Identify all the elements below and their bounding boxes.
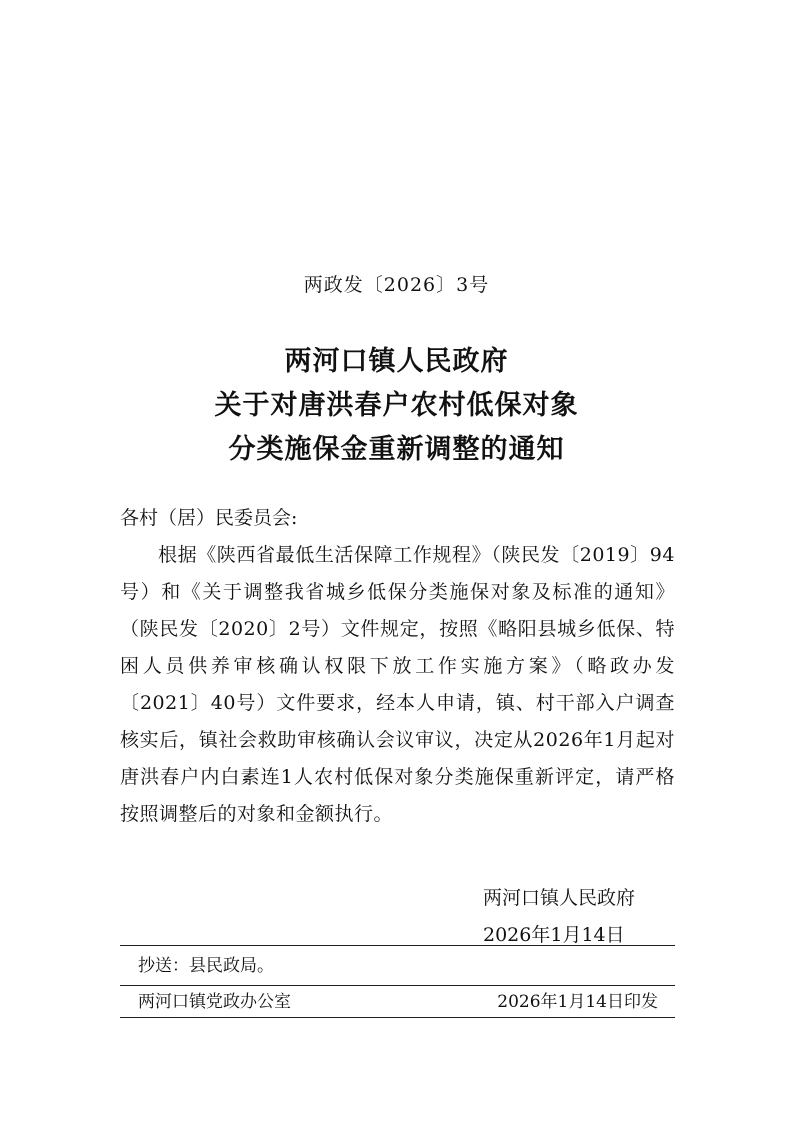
title-line-1: 两河口镇人民政府 <box>284 346 509 377</box>
title-line-3: 分类施保金重新调整的通知 <box>228 434 565 465</box>
signature-block <box>483 880 635 954</box>
signature-organization: 两河口镇人民政府 <box>483 887 636 909</box>
document-number: 两政发〔2026〕3号 <box>303 274 490 296</box>
issue-date: 2026年1月14日印发 <box>497 992 658 1012</box>
footer-rule-middle <box>120 985 675 986</box>
cc-line: 抄送：县民政局。 <box>138 956 274 976</box>
salutation: 各村（居）民委员会: <box>120 507 298 529</box>
footer-rule-top <box>120 945 675 946</box>
title-line-2: 关于对唐洪春户农村低保对象 <box>214 390 579 421</box>
document-title <box>0 340 793 472</box>
signature-date: 2026年1月14日 <box>483 924 625 946</box>
body-paragraph: 根据《陕西省最低生活保障工作规程》（陕民发〔2019〕94号）和《关于调整我省城乡低保分类施保对象及标准的通知》（陕民发〔2020〕2号）文件规定，按照《略阳县城乡低保、特困人员供养审核确认权限下放工作实施方案》（略政办发〔2021〕40号）文件要求，经本人申请，镇、村干部入户调查核实后，镇社会救助审核确认会议审议，决定从2026年1月起对唐洪春户内白素连1人农村低保对象分类施保重新评定，请严格按照调整后的对象和金额执行。 <box>120 544 675 825</box>
issuing-office: 两河口镇党政办公室 <box>138 992 291 1012</box>
footer-rule-bottom <box>120 1017 675 1018</box>
